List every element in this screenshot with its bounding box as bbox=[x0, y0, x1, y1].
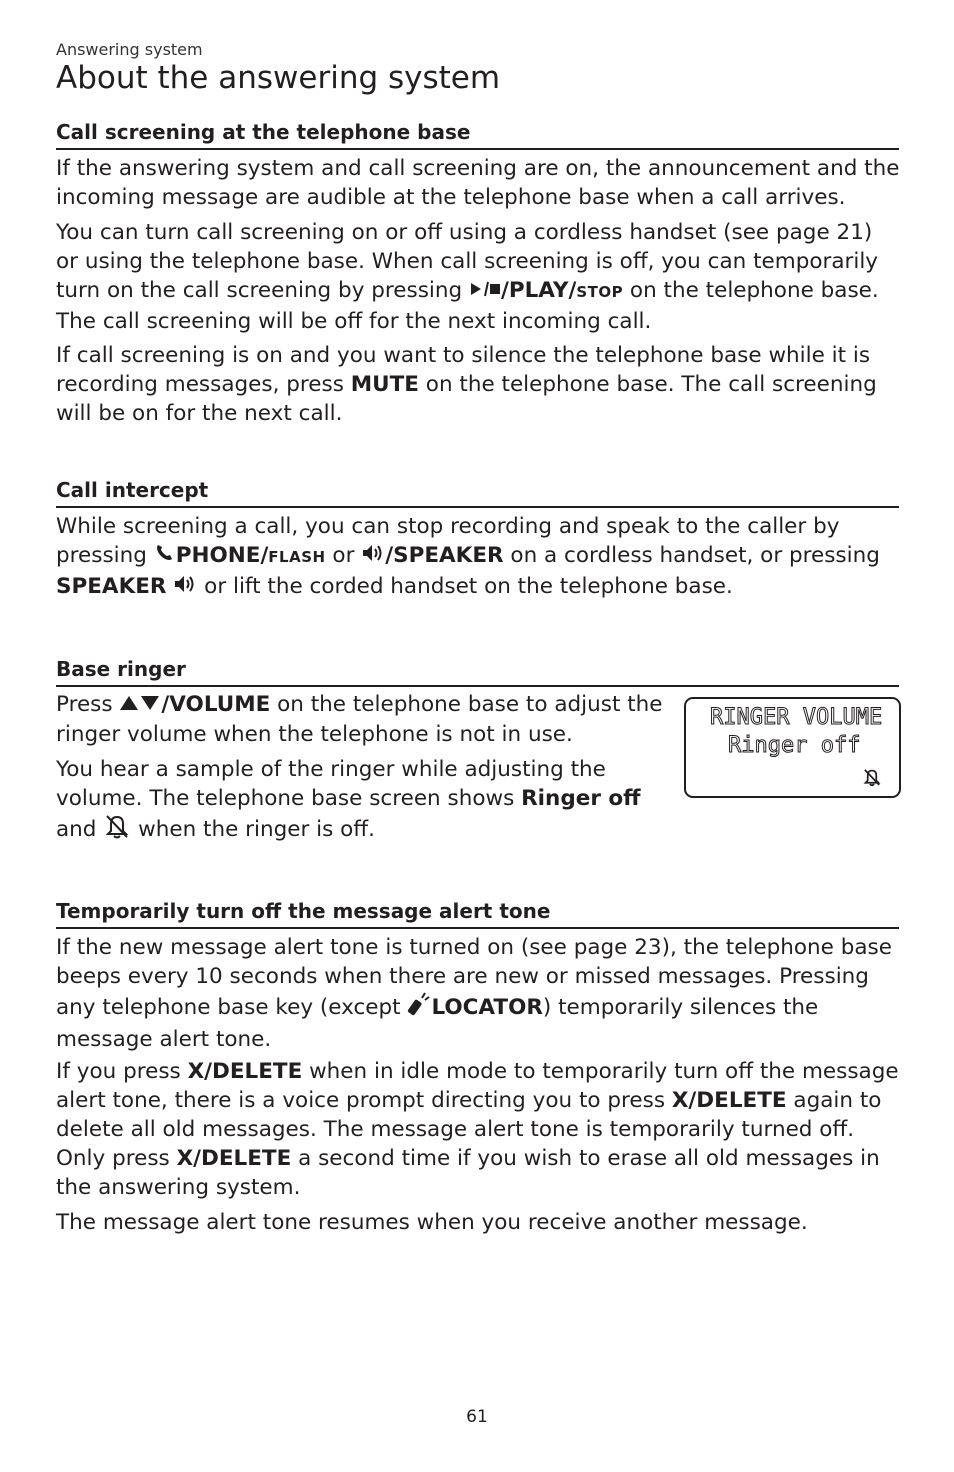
screen-line-2: Ringer off bbox=[728, 733, 861, 758]
breadcrumb: Answering system bbox=[56, 40, 203, 59]
paragraph: While screening a call, you can stop recording and speak to the caller by pressing PHONE/FLASH or /SPEAKER on a cordless handset, or pressing SPEAKER or lift the corded handset on the telephone base. bbox=[56, 512, 901, 602]
speaker-icon bbox=[173, 573, 197, 602]
section-heading-call-intercept: Call intercept bbox=[56, 478, 899, 508]
paragraph: If the new message alert tone is turned on (see page 23), the telephone base beeps every 10 seconds when there are new or missed messages. Pressing any telephone base key (except LOCATOR) temporarily silences the message alert tone. bbox=[56, 935, 892, 1052]
volume-arrows-icon bbox=[119, 691, 161, 720]
phone-icon bbox=[154, 542, 176, 571]
paragraph: You hear a sample of the ringer while adjusting the volume. The telephone base screen shows Ringer off and when the ringer is off. bbox=[56, 755, 656, 847]
section-heading-base-ringer: Base ringer bbox=[56, 657, 899, 687]
page-number: 61 bbox=[466, 1407, 488, 1427]
paragraph: You can turn call screening on or off using a cordless handset (see page 21) or using the telephone base. When call screening is off, you can temporarily turn on the call screening by pressing /PLAY/STOP on the telephone base. The call screening will be off for the next incoming call. bbox=[56, 220, 879, 334]
paragraph: The message alert tone resumes when you receive another message. bbox=[56, 1210, 808, 1235]
base-screen-display bbox=[684, 697, 901, 798]
section-heading-alert-tone: Temporarily turn off the message alert tone bbox=[56, 899, 899, 929]
section-heading-call-screening: Call screening at the telephone base bbox=[56, 120, 899, 150]
paragraph: Press /VOLUME on the telephone base to adjust the ringer volume when the telephone is not in use. bbox=[56, 692, 663, 747]
screen-line-1: RINGER VOLUME bbox=[710, 705, 883, 730]
paragraph: If the answering system and call screening are on, the announcement and the incoming message are audible at the telephone base when a call arrives. bbox=[56, 156, 900, 210]
page-title: About the answering system bbox=[56, 60, 501, 96]
paragraph: If call screening is on and you want to silence the telephone base while it is recording messages, press MUTE on the telephone base. The call screening will be on for the next call. bbox=[56, 343, 877, 426]
paragraph: If you press X/DELETE when in idle mode to temporarily turn off the message alert tone, there is a voice prompt directing you to press X/DELETE again to delete all old messages. The message alert tone is temporarily turned off. Only press X/DELETE a second time if you wish to erase all old messages in the answering system. bbox=[56, 1059, 899, 1200]
locator-icon bbox=[407, 991, 431, 1025]
play-stop-icon bbox=[469, 277, 501, 306]
speaker-icon bbox=[361, 542, 385, 571]
ringer-off-icon bbox=[862, 767, 882, 791]
ringer-off-icon bbox=[103, 813, 131, 847]
